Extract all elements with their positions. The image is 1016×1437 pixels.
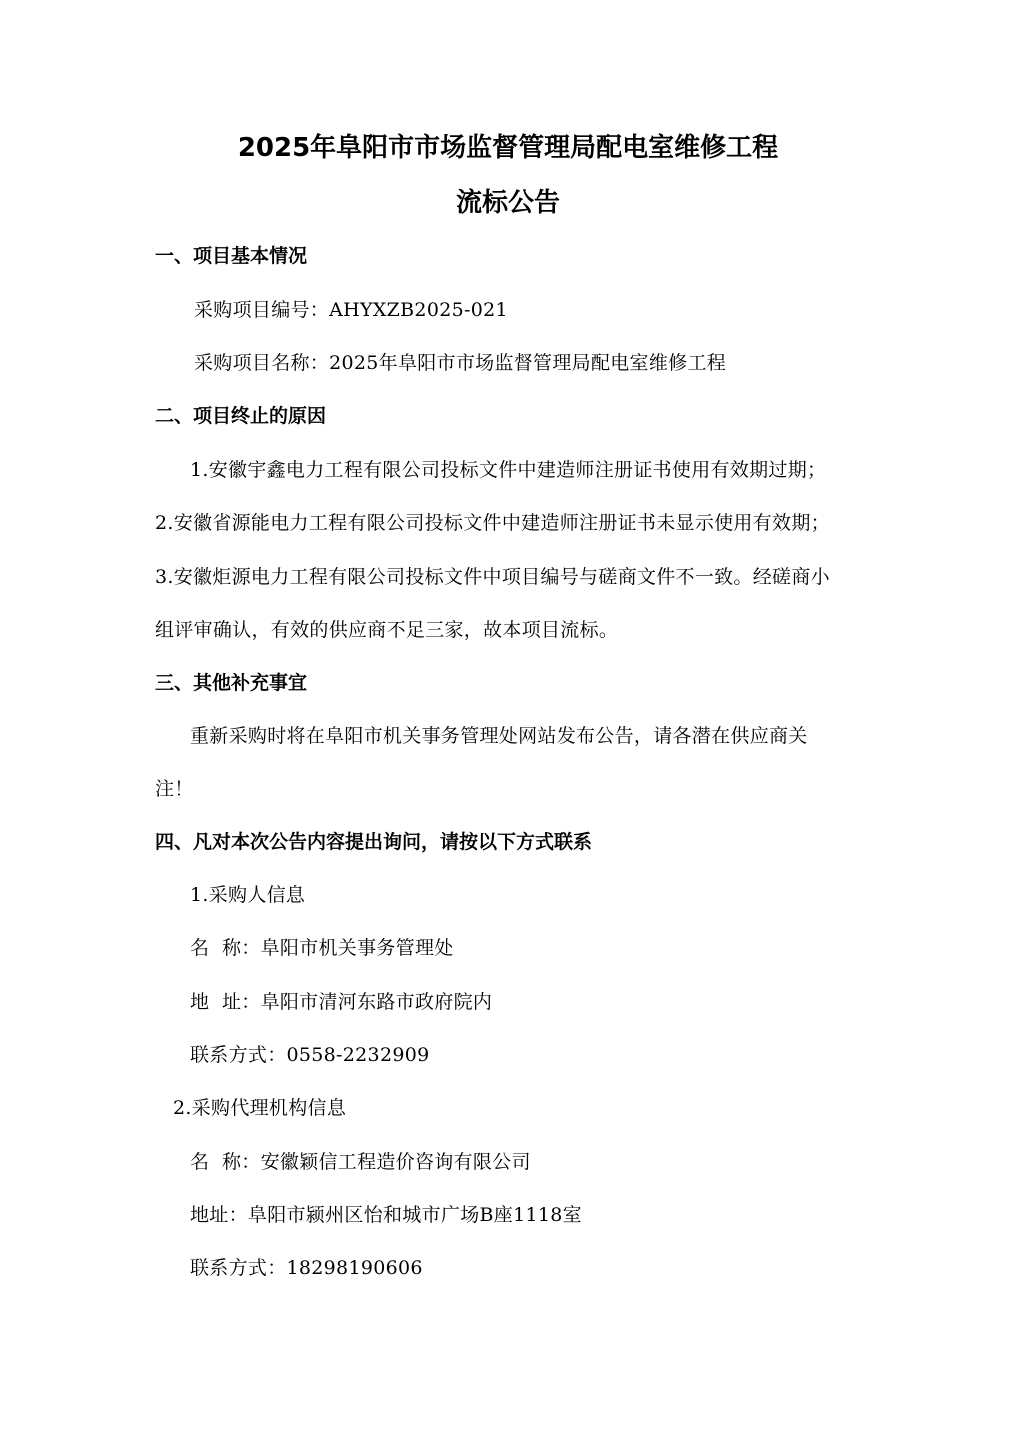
purchaser-address: 地 址：阜阳市清河东路市政府院内	[190, 991, 493, 1013]
purchaser-contact: 联系方式：0558-2232909	[190, 1044, 430, 1066]
section-4-heading: 四、凡对本次公告内容提出询问，请按以下方式联系	[155, 831, 593, 853]
title-line-1: 2025年阜阳市市场监督管理局配电室维修工程	[237, 133, 779, 163]
title-line-2: 流标公告	[455, 188, 560, 218]
agency-info-label: 2.采购代理机构信息	[173, 1097, 347, 1119]
project-name: 采购项目名称：2025年阜阳市市场监督管理局配电室维修工程	[194, 352, 727, 374]
section-1-heading: 一、项目基本情况	[155, 245, 308, 267]
section-3-heading: 三、其他补充事宜	[155, 672, 308, 694]
purchaser-info-label: 1.采购人信息	[190, 884, 306, 906]
project-number: 采购项目编号：AHYXZB2025-021	[194, 299, 508, 321]
reason-2: 2.安徽省源能电力工程有限公司投标文件中建造师注册证书未显示使用有效期；	[155, 512, 830, 534]
purchaser-name: 名 称：阜阳市机关事务管理处	[190, 937, 454, 959]
agency-address: 地址：阜阳市颍州区怡和城市广场B座1118室	[190, 1204, 582, 1226]
supplementary-text-line-1: 重新采购时将在阜阳市机关事务管理处网站发布公告，请各潜在供应商关	[190, 725, 808, 747]
reason-1: 1.安徽宇鑫电力工程有限公司投标文件中建造师注册证书使用有效期过期；	[190, 459, 827, 481]
section-2-heading: 二、项目终止的原因	[155, 405, 327, 427]
reason-3-line-2: 组评审确认，有效的供应商不足三家，故本项目流标。	[155, 619, 619, 641]
agency-contact: 联系方式：18298190606	[190, 1257, 423, 1279]
reason-3-line-1: 3.安徽炬源电力工程有限公司投标文件中项目编号与磋商文件不一致。经磋商小	[155, 566, 830, 588]
supplementary-text-line-2: 注！	[155, 778, 194, 800]
agency-name: 名 称：安徽颖信工程造价咨询有限公司	[190, 1151, 531, 1173]
